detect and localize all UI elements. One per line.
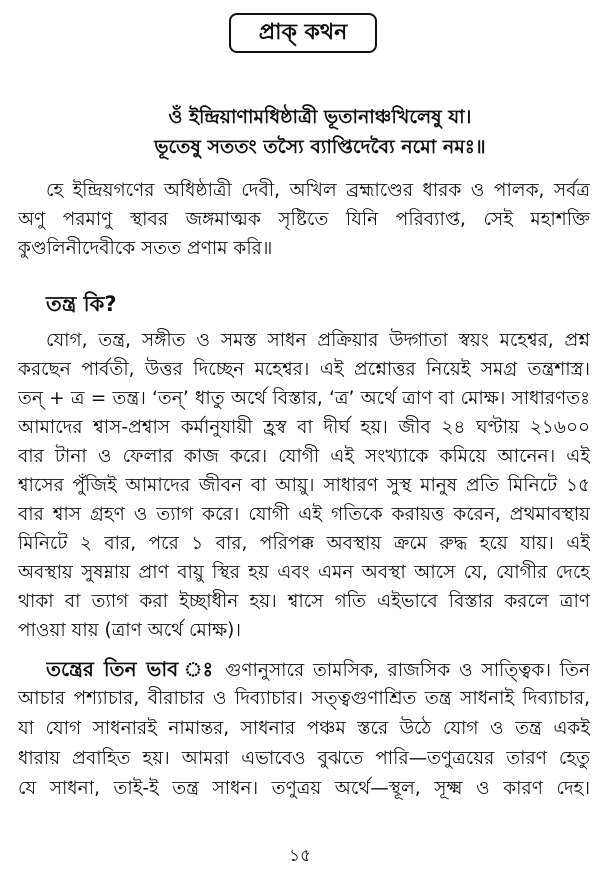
verse-line-2: ভূতেষু সততং তস্যৈ ব্যাপ্তিদেব্যৈ নমো নমঃ॥ bbox=[154, 136, 486, 158]
paragraph-line: করছেন পার্বতী, উত্তর দিচ্ছেন মহেশ্বর। এই প্রশ্নোত্তর নিয়েই সমগ্র তন্ত্রশাস্ত্র। bbox=[18, 359, 590, 380]
intro-line: কুণ্ডলিনীদেবীকে সতত প্রণাম করি॥ bbox=[18, 238, 273, 259]
page-number: ১৫ bbox=[288, 846, 312, 866]
paragraph-line: পাওয়া যায় (ত্রাণ অর্থে মোক্ষ)। bbox=[18, 620, 242, 641]
paragraph-line: যোগ, তন্ত্র, সঙ্গীত ও সমস্ত সাধন প্রক্রিয়ার উদ্গাতা স্বয়ং মহেশ্বর, প্রশ্ন bbox=[46, 330, 590, 351]
paragraph-line: যে সাধনা, তাই-ই তন্ত্র সাধন। তণুত্রয় অর্থে—স্থূল, সূক্ষ্ম ও কারণ দেহ। bbox=[18, 778, 590, 799]
paragraph-line: মিনিটে ২ বার, পরে ১ বার, পরিপক্ক অবস্থায় ক্রমে রুদ্ধ হয়ে যায়। এই bbox=[18, 533, 590, 554]
paragraph-line: অবস্থায় সুষম্নায় প্রাণ বায়ু স্থির হয় এবং এমন অবস্থা আসে যে, যোগীর দেহে bbox=[18, 562, 590, 583]
paragraph-line: আচার পশ্যাচার, বীরাচার ও দিব্যাচার। সত্ত্বগুণাশ্রিত তন্ত্র সাধনাই দিব্যাচার, bbox=[18, 688, 590, 709]
paragraph-line: বার শ্বাস গ্রহণ ও ত্যাগ করে। যোগী এই গতিকে করায়ত্ত করেন, প্রথমাবস্থায় bbox=[18, 504, 590, 525]
paragraph-line: তন্ + ত্র = তন্ত্র। ‘তন্’ ধাতু অর্থে বিস্তার, ‘ত্র’ অর্থে ত্রাণ বা মোক্ষ। সাধারণতঃ bbox=[18, 388, 590, 409]
verse-line-1: ওঁ ইন্দ্রিয়াণামধিষ্ঠাত্রী ভূতানাঞ্চখিলেষু যা। bbox=[168, 106, 472, 128]
paragraph-line: আমাদের শ্বাস-প্রশ্বাস কর্মানুযায়ী হ্রস্ব বা দীর্ঘ হয়। জীব ২৪ ঘণ্টায় ২১৬০০ bbox=[18, 417, 590, 438]
section2-first-line-text: গুণানুসারে তামসিক, রাজসিক ও সাত্ত্বিক। তিন bbox=[224, 660, 590, 681]
paragraph-line: থাকা বা ত্যাগ করা ইচ্ছাধীন হয়। শ্বাসে গতি এইভাবে বিস্তার করলে ত্রাণ bbox=[18, 591, 590, 612]
paragraph-line: শ্বাসের পুঁজিই আমাদের জীবন বা আয়ু। সাধারণ সুস্থ মানুষ প্রতি মিনিটে ১৫ bbox=[18, 475, 590, 496]
section-heading-three-moods: তন্ত্রের তিন ভাব ঃ bbox=[46, 657, 217, 681]
page-title: প্রাক্ কথন bbox=[229, 13, 377, 53]
paragraph-line: যা যোগ সাধনারই নামান্তর, সাধনার পঞ্চম স্তরে উঠে যোগ ও তন্ত্র একই bbox=[18, 718, 590, 739]
paragraph-line: বার টানা ও ফেলার কাজ করে। যোগী এই সংখ্যাকে কমিয়ে আনেন। এই bbox=[18, 446, 590, 467]
intro-line: হে ইন্দ্রিয়গণের অধিষ্ঠাত্রী দেবী, অখিল ব্রহ্মাণ্ডের ধারক ও পালক, সর্বত্র bbox=[46, 180, 590, 201]
intro-line: অণু পরমাণু স্থাবর জঙ্গমাত্মক সৃষ্টিতে যিনি পরিব্যাপ্ত, সেই মহাশক্তি bbox=[18, 209, 590, 230]
paragraph-line: ধারায় প্রবাহিত হয়। আমরা এভাবেও বুঝতে পারি—তণুত্রয়ের তারণ হেতু bbox=[18, 748, 590, 769]
section2-first-line bbox=[46, 656, 590, 682]
section-heading-what-is-tantra: তন্ত্র কি? bbox=[46, 292, 117, 316]
